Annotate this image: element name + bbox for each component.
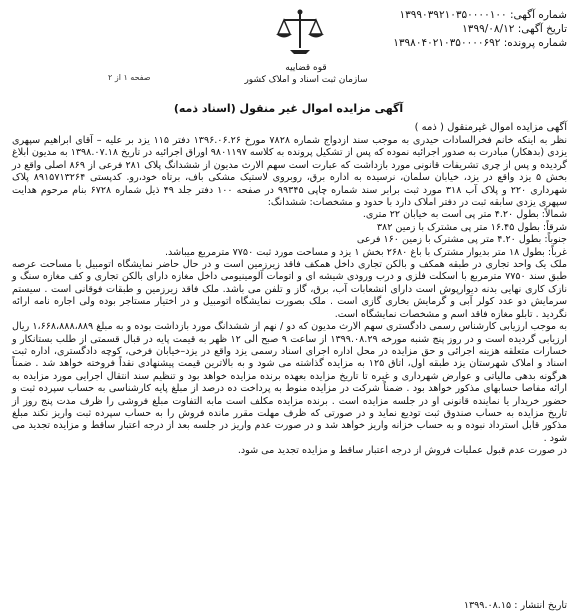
case-number: شماره پرونده: ۱۳۹۸۰۴۰۲۱۰۳۵۰۰۰۰۶۹۲ — [393, 37, 567, 49]
paragraph-terms: به موجب ارزیابی کارشناس رسمی دادگستری سهم الارث مدیون که دو / نهم از ششدانگ مورد بازداشت بوده و به مبلغ ۱،۶۶۸،۸۸۸،۸۸۹ ریال ارزیابی گردیده است و در روز پنج شنبه مورخه ۱۳۹۹.۰۸.۲۹ از ساعت ۹ صبح الی ۱۲ ظهر به قیمت پایه در قبال قسمتی از طلب بستانکار و خسارات متعلقه هزینه اجرائی و حق مزایده در محل اداره اجرای اسناد رسمی یزد واقع در یزد–خیابان فرخی، کوچه دادگستری، اداره ثبت اسناد و املاک شهرستان یزد طبقه اول، اتاق ۱۲۵ به مزایده گذاشته می شود و به بالاترین قیمت پیشنهادی نقداً فروخته خواهد شد . ضمناً هرگونه بدهی مالیاتی و عوارض شهرداری و غیره تا تاریخ مزایده بعهده برنده مزایده خواهد بود و تنظیم سند انتقال اجرایی مورد مزایده به ارائه مفاصا حسابهای مذکور خواهد بود . ضمناً شرکت در مزایده منوط به پرداخت ده درصد از مبلغ پایه کارشناسی به حساب سپرده ثبت و حضور خریدار یا نماینده قانونی او در جلسه مزایده است . برنده مزایده مکلف است مابه التفاوت مبلغ فروشی را ظرف مدت پنج روز از تاریخ مزایده به حساب صندوق ثبت تودیع نماید و در صورتی که ظرف مهلت مقرر مانده فروش را به حساب سپرده ثبت واریز نکند مبلغ مذکور قابل استرداد نبوده و به حساب خزانه واریز خواهد شد و در صورت عدم واریز در جلسه بعد از درجه اعتبار ساقط و مزایده تجدید می شود . — [12, 321, 568, 444]
boundary-south: جنوباً: بطول ۴.۲۰ متر پی مشترک با زمین ۱۶۰ فرعی — [356, 234, 567, 246]
boundary-north: شمالاً: بطول ۴.۲۰ متر پی است به خیابان ۲۲ متری. — [362, 209, 567, 221]
organization-label: سازمان ثبت اسناد و املاک کشور — [244, 75, 368, 85]
boundary-east: شرقاً: بطول ۱۶.۴۵ متر پی مشترک با زمین ۳۸۲ — [376, 221, 567, 233]
paragraph-closing: در صورت عدم قبول عملیات فروش از درجه اعتبار ساقط و مزایده تجدید می شود. — [237, 445, 567, 457]
publish-date: تاریخ انتشار : ۱۳۹۹.۰۸.۱۵ — [463, 600, 567, 611]
boundary-west: غرباً: بطول ۱۸ متر بدیوار مشترک با باغ ۲۶۸۰ بخش ۱ یزد و مساحت مورد ثبت ۷۷۵۰ مترمربع میباشد. — [164, 246, 567, 258]
judiciary-emblem-icon — [272, 8, 328, 58]
notice-number: شماره آگهی: ۱۳۹۹۰۳۹۲۱۰۳۵۰۰۰۰۱۰۰ — [399, 9, 567, 21]
judiciary-label: قوه قضاییه — [285, 63, 327, 73]
notice-title: آگهی مزایده اموال غیر منقول (اسناد ذمه) — [173, 102, 404, 115]
paragraph-description: ملک یک واحد تجاری در طبقه همکف و بالکن تجاری داخل همکف فاقد زیرزمین است و در حال حاضر نمایشگاه اتومبیل با مساحت عرصه طبق سند ۷۷۵۰ مترمربع با اسکلت فلزی و درب ورودی شیشه ای و اتومات آلومینیومی داخل مغازه دارای بالکن تجاری و کف مغازه سنگ و نازک کاری نهایی بدنه دیوارپوش است دارای انشعابات آب، برق، گاز و تلفن می باشد. ملک فاقد زیرزمین و طبقات فوقانی است . سیستم سرمایش دو عدد کولر آبی و گرمایش بخاری گازی است . ملک بصورت نمایشگاه اتومبیل و در اختیار مستاجر بوده ولی اجاره نامه ارائه نگردید . تابلو مغازه فاقد اسم و مشخصات نمایشگاه است. — [12, 259, 567, 320]
notice-subtitle: آگهی مزایده اموال غیرمنقول ( ذمه ) — [414, 122, 567, 133]
notice-date: تاریخ آگهی: ۱۳۹۹/۰۸/۱۲ — [462, 23, 567, 35]
notice-body — [12, 135, 567, 458]
org-header — [226, 62, 386, 86]
notice-meta — [347, 8, 567, 50]
page-indicator: صفحه ۱ از ۲ — [108, 73, 151, 82]
paragraph-intro: نظر به اینکه خانم فخرالسادات حیدری به موجب سند ازدواج شماره ۷۸۲۸ مورخ ۱۳۹۶.۰۶.۲۶ دفتر ۱۱۵ یزد بر علیه – آقای ابراهیم سپهری یزدی (بدهکار) مبادرت به صدور اجرائیه نموده که پس از تشکیل پرونده به کلاسه ۹۸۰۱۱۹۷ اوراق اجرائیه در تاریخ ۱۳۹۸.۰۷.۱۸ به مدیون ابلاغ گردیده و پس از چری تشریفات قانونی مورد بازداشت که عبارت است سهم الارث مدیون از ششدانگ پلاک ۲۸۱ فرعی از ۸۶۹ اصلی واقع در بخش ۵ یزد واقع در یزد، خیابان سلمان، نرسیده به اداره برق، روبروی لاستیک مشکی باف، برتاه خود،رو. کدپستی ۸۹۱۵۷۱۳۲۶۴ پلاک شهرداری ۲۲۰ و پلاک آب ۳۱۸ مورد ثبت برابر سند شماره چاپی ۹۹۳۴۵ در صفحه ۱۰۰ دفتر جلد ۴۹ ذیل شماره ۶۷۲۸ بنام مرحوم هدایت سپهری یزدی سابقه ثبت در دفتر املاک دارد با حدود و مشخصات: ششدانگ: — [12, 135, 568, 209]
